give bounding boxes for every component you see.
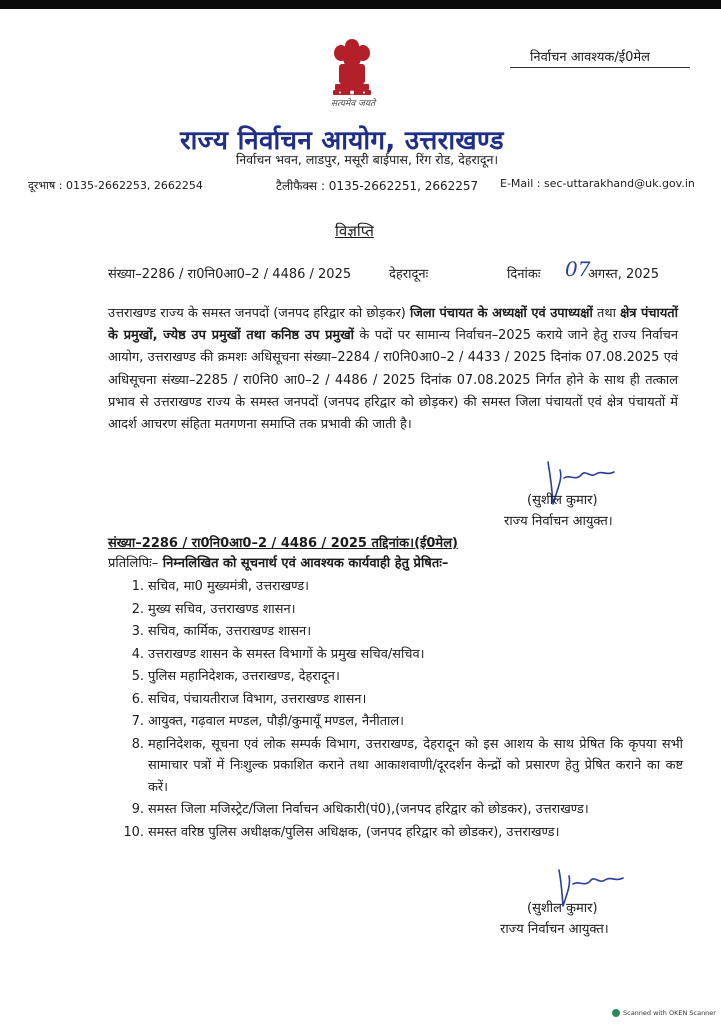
list-text: समस्त जिला मजिस्ट्रेट/जिला निर्वाचन अधिकारी(पं0),(जनपद हरिद्वार को छोडकर), उत्तराखण्ड। — [148, 802, 589, 817]
list-text: सचिव, कार्मिक, उत्तराखण्ड शासन। — [148, 624, 312, 639]
email-address[interactable]: E-Mail : sec-uttarakhand@uk.gov.in — [500, 177, 695, 190]
notice-place: देहरादूनः — [389, 267, 429, 282]
list-number: 2. — [131, 601, 144, 617]
list-item — [131, 621, 683, 643]
signatory-designation: राज्य निर्वाचन आयुक्त। — [504, 514, 613, 529]
copy-reference: संख्या–2286 / रा0नि0आ0–2 / 4486 / 2025 तद्दिनांक।(ई0मेल) — [108, 536, 458, 551]
signatory-name: (सुशील कुमार) — [527, 901, 598, 916]
list-number: 8. — [131, 736, 144, 752]
list-item — [131, 666, 683, 688]
list-text: आयुक्त, गढ़वाल मण्डल, पौड़ी/कुमायूँ मण्डल, नैनीताल। — [148, 714, 405, 729]
requirement-underline — [510, 67, 690, 68]
list-item — [131, 599, 683, 621]
list-item — [131, 576, 683, 598]
notice-title: विज्ञप्ति — [335, 222, 374, 240]
notice-reference: संख्या–2286 / रा0नि0आ0–2 / 4486 / 2025 — [108, 267, 352, 282]
list-number: 3. — [131, 624, 144, 639]
list-number: 7. — [131, 714, 144, 729]
list-number: 6. — [131, 691, 144, 707]
list-text: मुख्य सचिव, उत्तराखण्ड शासन। — [148, 601, 296, 617]
list-item — [131, 734, 683, 799]
list-number: 4. — [131, 646, 144, 662]
list-text: सचिव, पंचायतीराज विभाग, उत्तराखण्ड शासन। — [148, 691, 367, 707]
date-month-year: अगस्त, 2025 — [588, 267, 660, 282]
list-text: उत्तराखण्ड शासन के समस्त विभागों के प्रमुख सचिव/सचिव। — [148, 646, 425, 662]
date-label: दिनांकः — [507, 267, 541, 282]
list-item — [131, 689, 683, 711]
list-item — [123, 822, 683, 844]
signatory-name: (सुशील कुमार) — [527, 493, 598, 508]
fax-number: टैलीफैक्स : 0135-2662251, 2662257 — [276, 179, 479, 193]
copy-lead — [108, 553, 448, 571]
copy-lead-text: निम्नलिखित को सूचनार्थ एवं आवश्यक कार्यवाही हेतु प्रेषितः– — [158, 556, 449, 571]
list-text: महानिदेशक, सूचना एवं लोक सम्पर्क विभाग, उत्तराखण्ड, देहरादून को इस आशय के साथ प्रेषित कि कृपया सभी सामाचार पत्रों में निःशुल्क प्रकाशित कराने तथा आकाशवाणी/दूरदर्शन केन्द्रों को प्रसारण हेतु प्रेषित कराने का कष्ट करें। — [148, 736, 683, 795]
list-text: पुलिस महानिदेशक, उत्तराखण्ड, देहरादून। — [148, 669, 340, 684]
list-text: सचिव, मा0 मुख्यमंत्री, उत्तराखण्ड। — [148, 579, 310, 594]
body-text-3: के पदों पर सामान्य निर्वाचन–2025 कराये जाने हेतु राज्य निर्वाचन आयोग, उत्तराखण्ड की क्रमशः अधिसूचना संख्या–2284 / रा0नि0आ0–2 / 4433 / 2025 दिनांक 07.08.2025 एवं अधिसूचना संख्या–2285 / रा0नि0 आ0–2 / 4486 / 2025 दिनांक 07.08.2025 निर्गत होने के साथ ही तत्काल प्रभाव से उत्तराखण्ड राज्य के समस्त जनपदों (जनपद हरिद्वार को छोड़कर) की समस्त जिला पंचायतों एवं क्षेत्र पंचायतों में आदर्श आचरण संहिता मतगणना समाप्ति तक प्रभावी की जाती है। — [108, 328, 678, 433]
list-item — [131, 644, 683, 666]
recipient-list — [123, 576, 683, 844]
commission-address: निर्वाचन भवन, लाडपुर, मसूरी बाईपास, रिंग रोड, देहरादून। — [236, 152, 499, 167]
top-border — [0, 0, 721, 9]
list-item — [131, 799, 683, 821]
body-text-2: तथा — [592, 306, 621, 321]
commission-name: राज्य निर्वाचन आयोग, उत्तराखण्ड — [180, 126, 504, 156]
scanner-watermark — [612, 1009, 716, 1017]
scanner-text: Scanned with OKEN Scanner — [623, 1009, 716, 1017]
list-number: 5. — [131, 669, 144, 684]
list-item — [131, 711, 683, 733]
copy-lead-label: प्रतिलिपिः– — [108, 556, 159, 571]
notice-body — [108, 303, 678, 436]
date-handwritten: 07 — [565, 257, 591, 281]
scanner-logo-icon — [612, 1009, 620, 1017]
list-text: समस्त वरिष्ठ पुलिस अधीक्षक/पुलिस अधिक्षक, (जनपद हरिद्वार को छोडकर), उत्तराखण्ड। — [148, 824, 560, 840]
requirement-label: निर्वाचन आवश्यक/ई0मेल — [530, 50, 650, 65]
emblem-motto: सत्यमेव जयते — [331, 99, 376, 109]
body-bold-1: जिला पंचायत के अध्यक्षों एवं उपाध्यक्षों — [409, 306, 593, 321]
body-text-1: उत्तराखण्ड राज्य के समस्त जनपदों (जनपद हरिद्वार को छोड़कर) — [108, 306, 410, 321]
body-bold-2: क्षेत्र पंचायतों के प्रमुखों, ज्येष्ठ उप प्रमुखों तथा कनिष्ठ उप प्रमुखों — [108, 306, 678, 344]
list-number: 1. — [131, 579, 144, 594]
list-number: 9. — [131, 802, 144, 817]
list-number: 10. — [123, 824, 144, 840]
signatory-designation: राज्य निर्वाचन आयुक्त। — [500, 922, 609, 937]
phone-number: दूरभाष : 0135-2662253, 2662254 — [28, 179, 203, 192]
